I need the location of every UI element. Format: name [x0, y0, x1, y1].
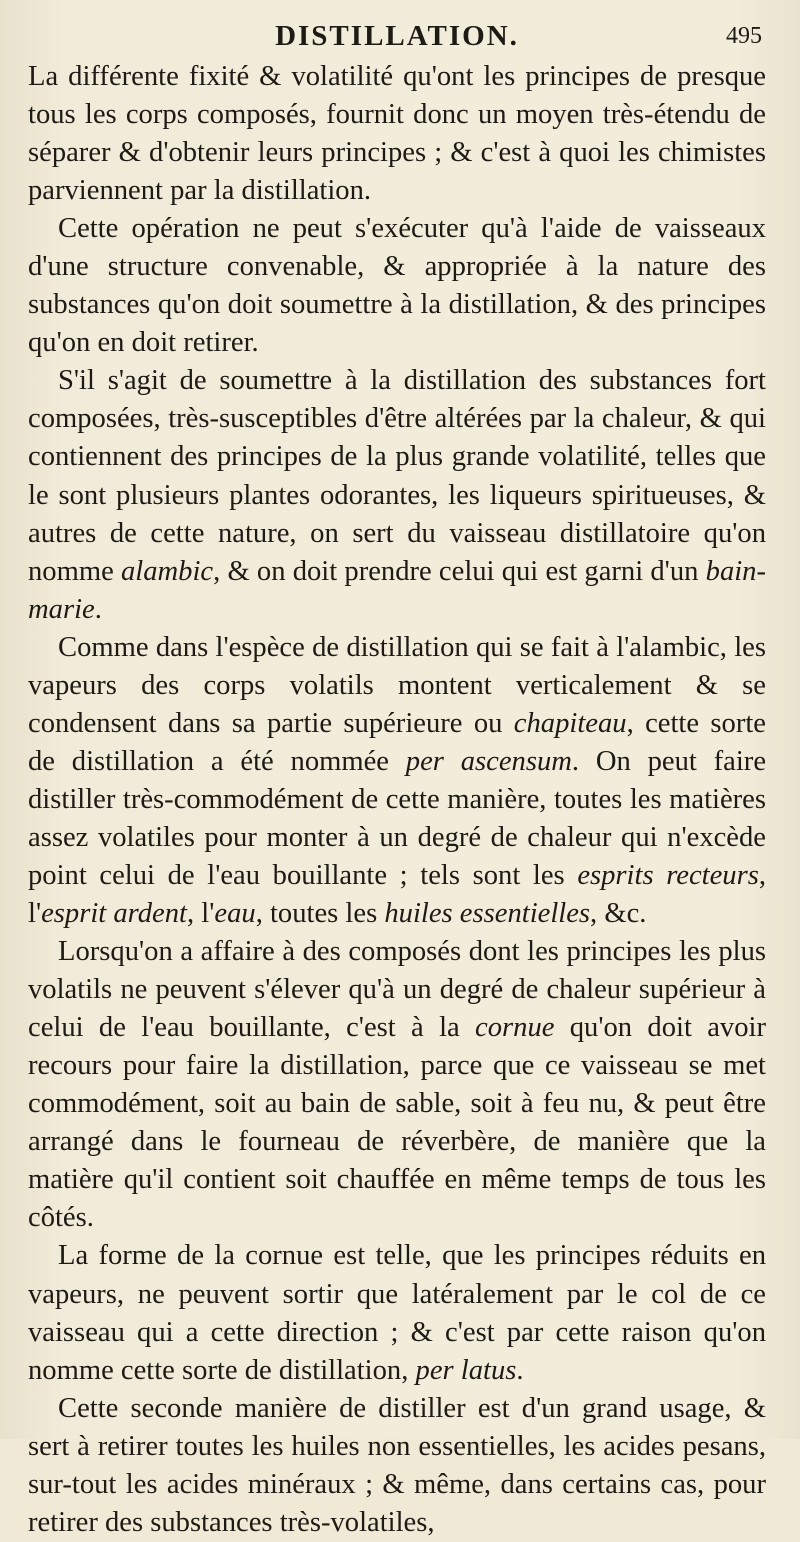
text-run: , toutes les: [255, 898, 385, 930]
text-run: . On peut faire distiller très-commodément de cette manière, toutes les matières assez volatiles pour monter à un degré de chaleur qui n'excède point celui de l'eau bouillante ; tels sont les: [28, 745, 767, 891]
paragraph: [28, 933, 766, 1237]
text-run: , l': [28, 859, 767, 930]
text-run: , cette sorte de distillation a été nommée: [28, 707, 766, 777]
italic-term: bain-marie: [28, 555, 766, 625]
italic-term: chapiteau: [513, 707, 627, 739]
text-run: La forme de la cornue est telle, que les principes réduits en vapeurs, ne peuvent sortir que latéralement par le col de ce vaisseau qui a cette direction ; & c'est par cette raison qu'on nomme cette sorte de distillation,: [28, 1240, 766, 1386]
running-title: DISTILLATION.: [275, 20, 519, 52]
text-run: Cette opération ne peut s'exécuter qu'à l'aide de vaisseaux d'une structure convenable, & appropriée à la nature des substances qu'on doit soumettre à la distillation, & des principes qu'on en doit retirer.: [28, 213, 766, 359]
text-run: , & on doit prendre celui qui est garni d'un: [213, 555, 706, 587]
italic-term: per latus: [415, 1354, 517, 1386]
paragraph: [28, 210, 766, 362]
italic-term: huiles essentielles: [384, 898, 591, 930]
italic-term: alambic: [120, 555, 214, 587]
paragraph: [28, 58, 766, 210]
paragraph: [28, 362, 766, 628]
text-run: .: [516, 1354, 524, 1386]
paragraph: [28, 629, 766, 933]
paragraph: [28, 1390, 766, 1542]
italic-term: esprits recteurs: [577, 859, 759, 891]
page-header: [28, 14, 766, 58]
page-number: 495: [726, 23, 762, 49]
italic-term: eau: [214, 898, 256, 930]
text-run: qu'on doit avoir recours pour faire la distillation, parce que ce vaisseau se met commodément, soit au bain de sable, soit à feu nu, & peut être arrangé dans le fourneau de réverbère, de manière que la matière qu'il contient soit chauffée en même temps de tous les côtés.: [28, 1012, 766, 1234]
text-run: S'il s'agit de soumettre à la distillation des substances fort composées, très-susceptibles d'être altérées par la chaleur, & qui contiennent des principes de la plus grande volatilité, telles que le sont plusieurs plantes odorantes, les liqueurs spiritueuses, & autres de cette nature, on sert du vaisseau distillatoire qu'on nomme: [28, 365, 766, 587]
text-run: Comme dans l'espèce de distillation qui se fait à l'alambic, les vapeurs des corps volatils montent verticalement & se condensent dans sa partie supérieure ou: [28, 631, 766, 739]
italic-term: cornue: [475, 1012, 555, 1044]
body-text: [28, 58, 766, 1542]
text-run: Cette seconde manière de distiller est d'un grand usage, & sert à retirer toutes les huiles non essentielles, les acides pesans, sur-tout les acides minéraux ; & même, dans certains cas, pour retirer des substances très-volatiles,: [28, 1392, 766, 1538]
text-run: Lorsqu'on a affaire à des composés dont les principes les plus volatils ne peuvent s'élever qu'à un degré de chaleur supérieur à celui de l'eau bouillante, c'est à la: [28, 936, 766, 1044]
paragraph: [28, 1237, 766, 1389]
italic-term: per ascensum: [405, 745, 572, 777]
text-run: La différente fixité & volatilité qu'ont les principes de presque tous les corps composés, fournit donc un moyen très-étendu de séparer & d'obtenir leurs principes ; & c'est à quoi les chimistes parviennent par la distillation.: [28, 61, 766, 207]
text-run: .: [94, 593, 102, 625]
text-run: , &c.: [590, 898, 647, 930]
italic-term: esprit ardent: [41, 898, 187, 930]
text-run: , l': [186, 898, 215, 930]
